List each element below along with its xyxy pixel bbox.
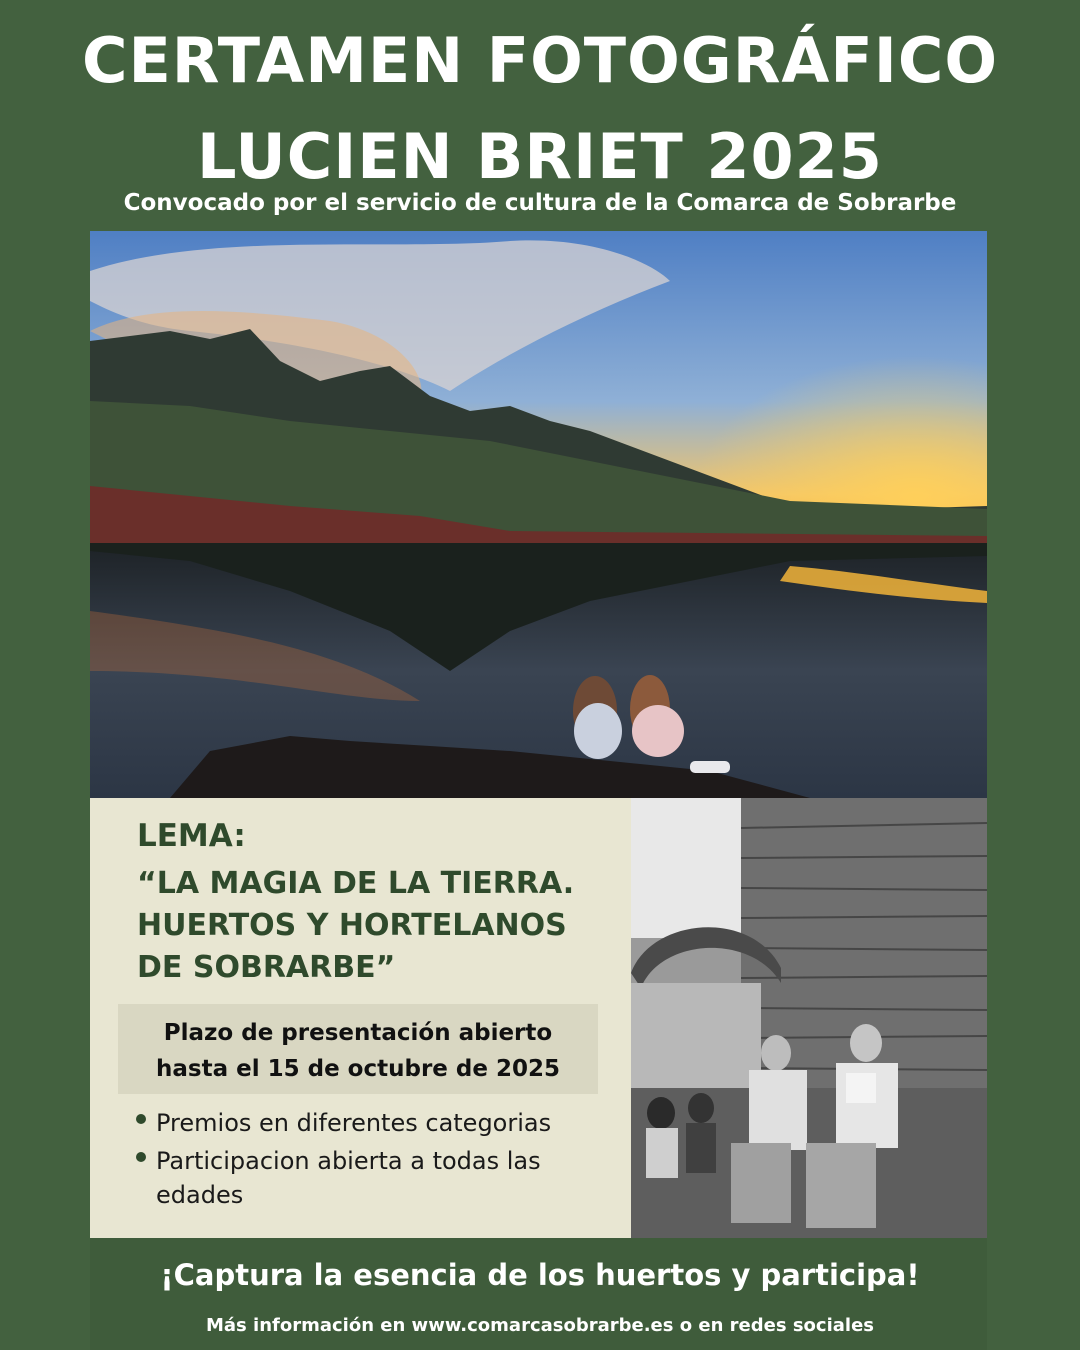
bullet-dot-icon xyxy=(136,1152,146,1162)
deadline-line2: hasta el 15 de octubre de 2025 xyxy=(156,1056,560,1082)
deadline-box xyxy=(118,1004,598,1094)
lema-text-line1: “LA MAGIA DE LA TIERRA. xyxy=(137,866,575,901)
gardeners-photo xyxy=(631,798,987,1238)
poster-title-line1: CERTAMEN FOTOGRÁFICO xyxy=(81,24,999,97)
landscape-photo xyxy=(90,231,987,798)
info-panel xyxy=(90,798,631,1238)
bullet-text: Premios en diferentes categorias xyxy=(156,1109,552,1137)
bullet-text: Participacion abierta a todas las edades xyxy=(156,1147,541,1209)
deadline-line1: Plazo de presentación abierto xyxy=(163,1020,553,1046)
lema-text-line2: HUERTOS Y HORTELANOS xyxy=(137,908,567,943)
poster-subtitle: Convocado por el servicio de cultura de la Comarca de Sobrarbe xyxy=(123,190,957,216)
lema-text-line3: DE SOBRARBE” xyxy=(137,950,396,985)
call-to-action: ¡Captura la esencia de los huertos y participa! xyxy=(160,1258,920,1292)
poster-title-line2: LUCIEN BRIET 2025 xyxy=(197,120,883,193)
more-info-footer: Más información en www.comarcasobrarbe.es o en redes sociales xyxy=(205,1315,874,1336)
lema-label: LEMA: xyxy=(137,818,246,854)
bullet-dot-icon xyxy=(136,1114,146,1124)
